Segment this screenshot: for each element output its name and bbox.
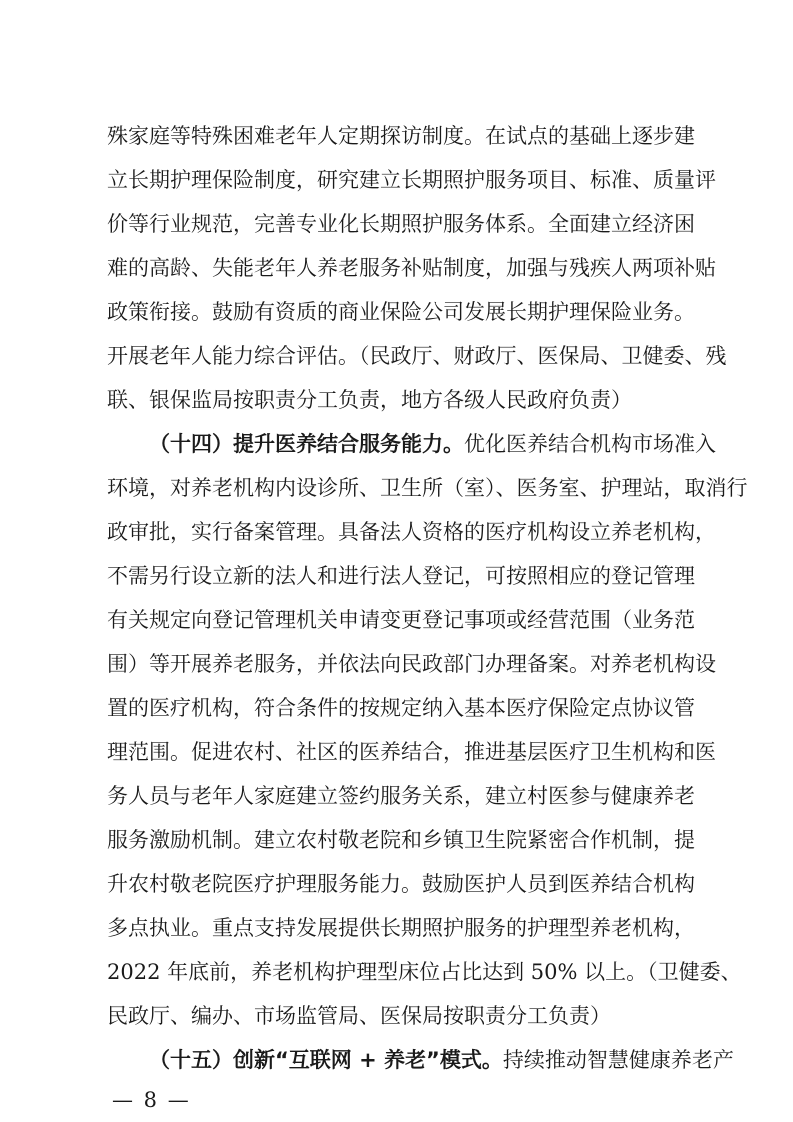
paragraph-line: 政策衔接。鼓励有资质的商业保险公司发展长期护理保险业务。 [107,300,695,324]
paragraph-line: 2022 年底前，养老机构护理型床位占比达到 50% 以上。（卫健委、 [107,960,742,984]
paragraph-line: 联、银保监局按职责分工负责，地方各级人民政府负责） [107,388,632,412]
section-text: 持续推动智慧健康养老产 [502,1048,734,1072]
paragraph-line: 环境，对养老机构内设诊所、卫生所（室）、医务室、护理站，取消行 [107,476,748,500]
section-first-line [149,1046,734,1074]
section-text: 优化医养结合机构市场准入 [464,432,716,456]
paragraph-line: 服务激励机制。建立农村敬老院和乡镇卫生院紧密合作机制，提 [107,828,695,852]
paragraph-line: 难的高龄、失能老年人养老服务补贴制度，加强与残疾人两项补贴 [107,256,716,280]
paragraph-line: 务人员与老年人家庭建立签约服务关系，建立村医参与健康养老 [107,784,695,808]
page-number: — 8 — [112,1088,191,1112]
paragraph-line: 多点执业。重点支持发展提供长期照护服务的护理型养老机构， [107,916,695,940]
paragraph-line: 价等行业规范，完善专业化长期照护服务体系。全面建立经济困 [107,212,695,236]
paragraph-line: 升农村敬老院医疗护理服务能力。鼓励医护人员到医养结合机构 [107,872,695,896]
section-first-line [149,430,716,458]
section-heading: （十五）创新“互联网 + 养老”模式。 [149,1048,503,1072]
paragraph-line: 殊家庭等特殊困难老年人定期探访制度。在试点的基础上逐步建 [107,124,695,148]
paragraph-line: 置的医疗机构，符合条件的按规定纳入基本医疗保险定点协议管 [107,696,695,720]
paragraph-line: 立长期护理保险制度，研究建立长期照护服务项目、标准、质量评 [107,168,716,192]
section-heading: （十四）提升医养结合服务能力。 [149,432,464,456]
paragraph-line: 有关规定向登记管理机关申请变更登记事项或经营范围（业务范 [107,608,695,632]
paragraph-line: 民政厅、编办、市场监管局、医保局按职责分工负责） [107,1004,611,1028]
paragraph-line: 理范围。促进农村、社区的医养结合，推进基层医疗卫生机构和医 [107,740,716,764]
paragraph-line: 不需另行设立新的法人和进行法人登记，可按照相应的登记管理 [107,564,695,588]
paragraph-line: 围）等开展养老服务，并依法向民政部门办理备案。对养老机构设 [107,652,716,676]
paragraph-line: 开展老年人能力综合评估。（民政厅、财政厅、医保局、卫健委、残 [107,344,727,368]
paragraph-line: 政审批，实行备案管理。具备法人资格的医疗机构设立养老机构， [107,520,716,544]
